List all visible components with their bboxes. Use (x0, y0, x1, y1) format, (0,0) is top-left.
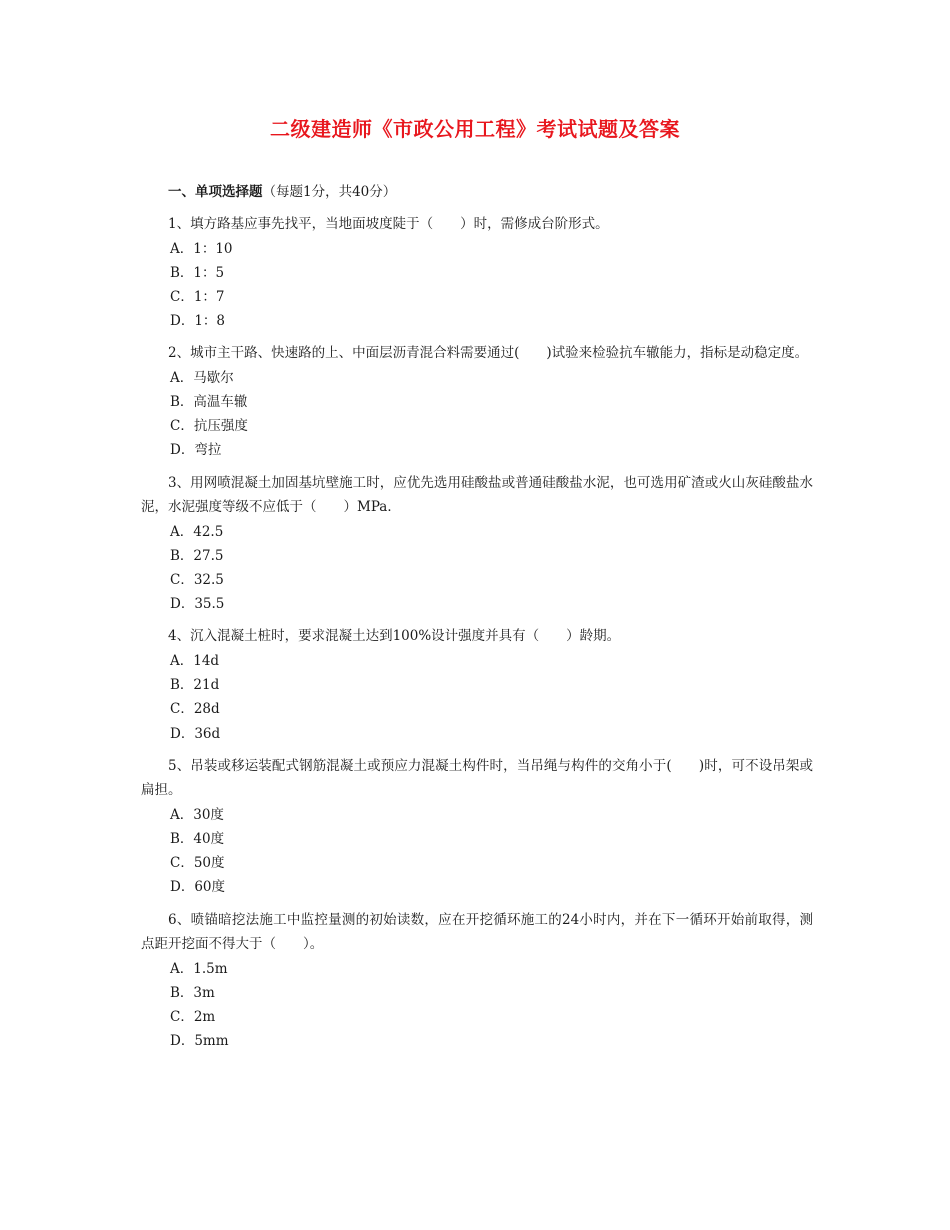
question-1 (141, 212, 813, 333)
option-b: B．1：5 (170, 264, 225, 281)
question-text: 2、城市主干路、快速路的上、中面层沥青混合料需要通过( )试验来检验抗车辙能力，指标是动稳定度。 (168, 345, 809, 362)
option-a: A．30度 (170, 806, 224, 823)
option-d: D．弯拉 (170, 442, 222, 459)
question-text: 5、吊装或移运装配式钢筋混凝土或预应力混凝土构件时，当吊绳与构件的交角小于( )时，可不设吊架或扁担。 (141, 757, 813, 799)
question-3 (141, 471, 813, 617)
question-list (141, 212, 813, 1061)
option-a: A．1.5m (170, 960, 228, 977)
option-d: D．35.5 (170, 596, 225, 613)
option-c: C．2m (170, 1008, 216, 1025)
section-heading-note: （每题1分，共40分） (262, 184, 397, 200)
question-text: 6、喷锚暗挖法施工中监控量测的初始读数，应在开挖循环施工的24小时内，并在下一循环开始前取得，测点距开挖面不得大于（ ）。 (141, 911, 813, 953)
option-d: D．36d (170, 725, 221, 742)
option-c: C．1：7 (170, 288, 225, 305)
option-c: C．32.5 (170, 572, 224, 589)
option-c: C．抗压强度 (170, 418, 248, 435)
option-d: D．60度 (170, 879, 226, 896)
option-d: D．1：8 (170, 313, 226, 330)
section-heading (168, 180, 396, 200)
option-b: B．高温车辙 (170, 394, 248, 411)
option-c: C．50度 (170, 855, 225, 872)
question-text: 4、沉入混凝土桩时，要求混凝土达到100%设计强度并具有（ ）龄期。 (168, 628, 621, 645)
section-heading-label: 一、单项选择题 (168, 184, 263, 200)
option-a: A．42.5 (170, 523, 224, 540)
document-title: 二级建造师《市政公用工程》考试试题及答案 (270, 117, 680, 141)
question-text: 3、用网喷混凝土加固基坑壁施工时，应优先选用硅酸盐或普通硅酸盐水泥，也可选用矿渣或火山灰硅酸盐水泥，水泥强度等级不应低于（ ）MPa． (141, 474, 813, 516)
option-d: D．5mm (170, 1033, 229, 1050)
option-b: B．21d (170, 677, 220, 694)
question-4 (141, 624, 813, 745)
option-a: A．1：10 (170, 240, 233, 257)
question-text: 1、填方路基应事先找平，当地面坡度陡于（ ）时，需修成台阶形式。 (168, 216, 609, 232)
question-5 (141, 754, 813, 900)
option-a: A．14d (170, 652, 220, 669)
question-6 (141, 908, 813, 1054)
option-c: C．28d (170, 701, 220, 718)
question-2 (141, 341, 813, 462)
option-b: B．40度 (170, 830, 225, 847)
option-b: B．3m (170, 984, 215, 1001)
option-b: B．27.5 (170, 547, 224, 564)
option-a: A．马歇尔 (170, 369, 234, 386)
